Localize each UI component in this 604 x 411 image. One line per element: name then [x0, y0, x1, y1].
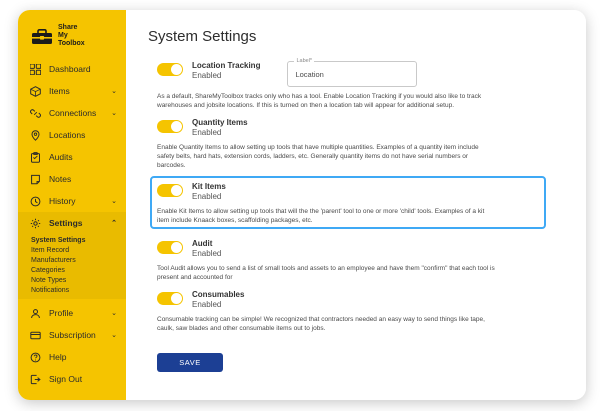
location-label-input[interactable] [287, 58, 417, 87]
setting-quantity-items [148, 116, 568, 170]
toggle-quantity-items[interactable] [157, 120, 183, 133]
setting-row [148, 116, 568, 138]
setting-name: Consumables [192, 290, 245, 299]
sidebar-item-items[interactable] [18, 80, 126, 102]
toggle-location-tracking[interactable] [157, 63, 183, 76]
setting-description: Enable Quantity Items to allow setting up tools that have multiple quantities. Examples of a quantity item include safety belts, hard hats, extension cords, ladders, etc. Generally quantity items do not have serial numbers or barcodes. [157, 144, 479, 169]
setting-text [192, 290, 244, 310]
setting-state: Enabled [192, 71, 222, 80]
setting-description: Enable Kit Items to allow setting up tools that will the the 'parent' tool to one or more 'child' tools. Examples of a kit item include Knaack boxes, scaffolding packages, etc. [157, 208, 485, 224]
app-window [18, 10, 586, 400]
setting-name: Audit [192, 239, 213, 248]
setting-description: Tool Audit allows you to send a list of small tools and assets to an employee and have them "confirm" that each tool is present and accounted for [157, 265, 495, 281]
toggle-knob [171, 185, 182, 196]
toggle-knob [171, 64, 182, 75]
chevron-up-icon: ⌃ [111, 220, 117, 227]
setting-kit-items [148, 180, 568, 225]
setting-row [148, 237, 568, 259]
toggle-knob [171, 121, 182, 132]
sidebar-item-connections[interactable] [18, 102, 126, 124]
logo-line-1: Share [58, 24, 78, 31]
setting-location-tracking [148, 59, 568, 110]
setting-row [148, 59, 568, 87]
settings-submenu [18, 234, 126, 299]
setting-state: Enabled [192, 249, 222, 258]
sidebar-item-notes[interactable] [18, 168, 126, 190]
setting-text [192, 239, 221, 259]
sidebar-item-help[interactable] [18, 346, 126, 368]
pin-icon [30, 130, 41, 141]
subnav-item-categories[interactable]: Categories [31, 266, 65, 274]
chevron-down-icon: ⌄ [111, 110, 117, 117]
toolbox-logo-icon [31, 27, 53, 45]
sidebar-label: Connections [49, 108, 97, 118]
sidebar-item-subscription[interactable] [18, 324, 126, 346]
grid-icon [30, 64, 41, 75]
setting-name: Location Tracking [192, 61, 261, 70]
sidebar-label: Subscription [49, 330, 96, 340]
sidebar-item-dashboard[interactable] [18, 58, 126, 80]
sidebar-label: Sign Out [49, 374, 83, 384]
toggle-consumables[interactable] [157, 292, 183, 305]
setting-state: Enabled [192, 192, 222, 201]
setting-state: Enabled [192, 300, 222, 309]
sidebar [18, 10, 126, 400]
logo-text [58, 24, 85, 48]
sidebar-label: Locations [49, 130, 86, 140]
signout-icon [30, 374, 41, 385]
subnav-item-manufacturers[interactable]: Manufacturers [31, 256, 76, 264]
sidebar-item-history[interactable] [18, 190, 126, 212]
sidebar-label: Help [49, 352, 67, 362]
setting-row [148, 288, 568, 310]
logo-line-2: My [58, 32, 68, 39]
setting-name: Kit Items [192, 182, 226, 191]
setting-text [192, 182, 226, 202]
toggle-knob [171, 293, 182, 304]
subnav-item-system-settings[interactable]: System Settings [31, 236, 86, 244]
box-icon [30, 86, 41, 97]
clipboard-icon [30, 152, 41, 163]
setting-consumables [148, 288, 568, 333]
sidebar-label: Items [49, 86, 70, 96]
sidebar-label: Notes [49, 174, 72, 184]
setting-description: As a default, ShareMyToolbox tracks only who has a tool. Enable Location Tracking if you would also like to track warehouses and jobsite locations. If this is turned on then a location tab will appear for additional setup. [157, 93, 482, 109]
user-icon [30, 308, 41, 319]
main-content [126, 10, 586, 400]
page-title: System Settings [148, 28, 257, 45]
sidebar-item-locations[interactable] [18, 124, 126, 146]
subnav-item-notifications[interactable]: Notifications [31, 286, 70, 294]
sidebar-label: Profile [49, 308, 74, 318]
toggle-kit-items[interactable] [157, 184, 183, 197]
link-icon [30, 108, 41, 119]
app-logo[interactable] [18, 16, 126, 58]
card-icon [30, 330, 41, 341]
chevron-down-icon: ⌄ [111, 332, 117, 339]
setting-name: Quantity Items [192, 118, 248, 127]
sidebar-item-sign-out[interactable] [18, 368, 126, 390]
sidebar-label: Settings [49, 218, 83, 228]
clock-icon [30, 196, 41, 207]
subnav-item-item-record[interactable]: Item Record [31, 246, 70, 254]
help-icon [30, 352, 41, 363]
setting-audit [148, 237, 568, 282]
sidebar-item-settings[interactable] [18, 212, 126, 234]
input-value: Location [295, 70, 324, 79]
setting-description: Consumable tracking can be simple! We recognized that contractors needed an easy way to send things like tape, caulk, saw blades and other consumable items out to jobs. [157, 316, 485, 332]
save-button[interactable]: SAVE [157, 353, 223, 372]
sidebar-label: Dashboard [49, 64, 91, 74]
setting-text [192, 118, 248, 138]
setting-text [192, 61, 260, 81]
chevron-down-icon: ⌄ [111, 88, 117, 95]
toggle-audit[interactable] [157, 241, 183, 254]
sidebar-item-profile[interactable] [18, 302, 126, 324]
chevron-down-icon: ⌄ [111, 310, 117, 317]
sidebar-item-audits[interactable] [18, 146, 126, 168]
gear-icon [30, 218, 41, 229]
chevron-down-icon: ⌄ [111, 198, 117, 205]
setting-state: Enabled [192, 128, 222, 137]
note-icon [30, 174, 41, 185]
sidebar-label: Audits [49, 152, 73, 162]
subnav-item-note-types[interactable]: Note Types [31, 276, 67, 284]
sidebar-label: History [49, 196, 76, 206]
toggle-knob [171, 242, 182, 253]
setting-row [148, 180, 568, 202]
logo-line-3: Toolbox [58, 40, 85, 47]
input-label: Label* [296, 58, 313, 64]
